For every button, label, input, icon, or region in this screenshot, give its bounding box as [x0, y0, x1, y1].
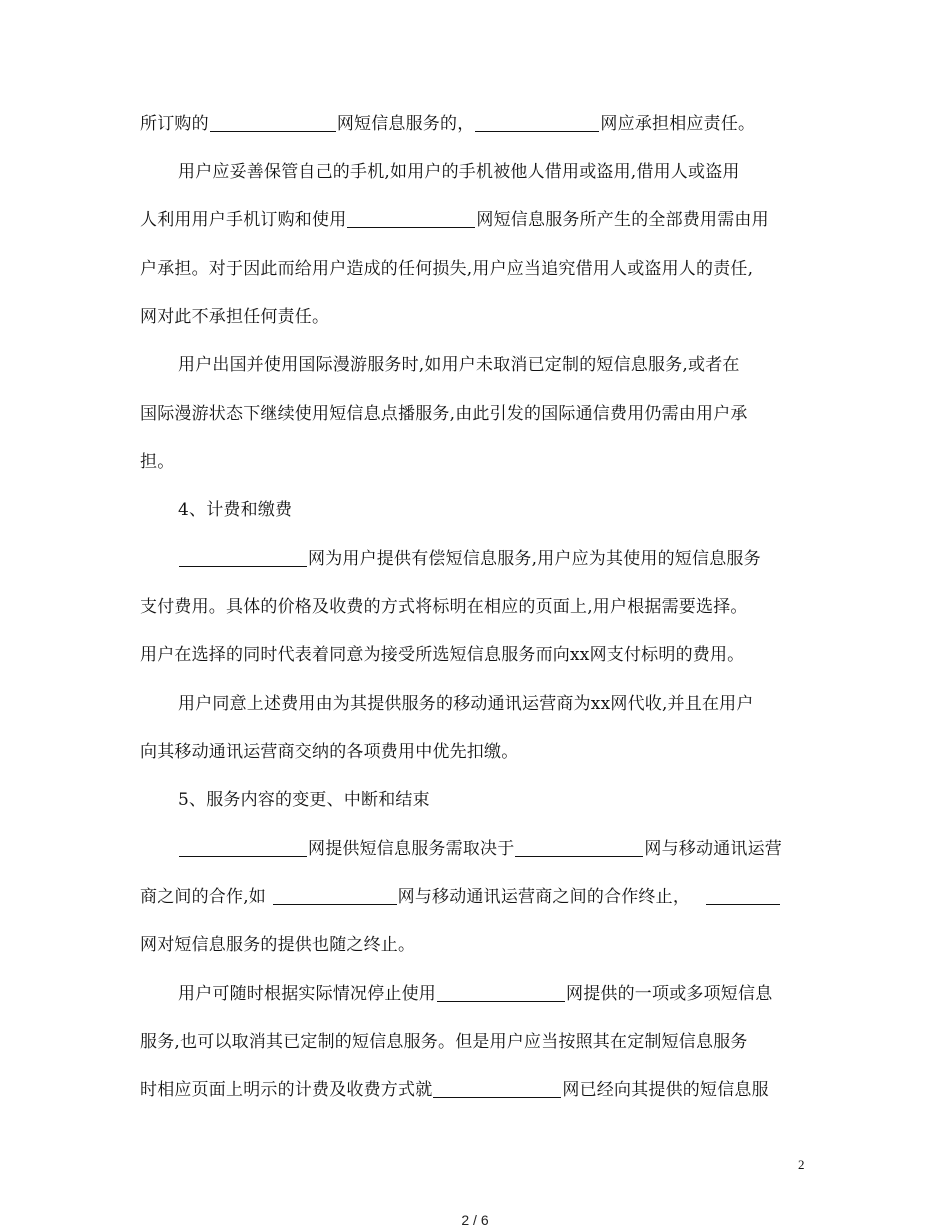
text-line: 服务,也可以取消其已定制的短信息服务。但是用户应当按照其在定制短信息服务: [140, 1032, 748, 1052]
text-line: 用户出国并使用国际漫游服务时,如用户未取消已定制的短信息服务,或者在: [178, 355, 740, 375]
text-line: 用户应妥善保管自己的手机,如用户的手机被他人借用或盗用,借用人或盗用: [178, 162, 740, 182]
text-line: 用户可随时根据实际情况停止使用 网提供的一项或多项短信息: [178, 984, 773, 1004]
text-line: 户承担。对于因此而给用户造成的任何损失,用户应当追究借用人或盗用人的责任,: [140, 259, 754, 279]
text-line: 网对此不承担任何责任。: [140, 307, 330, 327]
blank-field: [347, 209, 475, 228]
text-line: 商之间的合作,如 网与移动通讯运营商之间的合作终止，: [140, 885, 812, 909]
text-line: 所订购的 网短信息服务的， 网应承担相应责任。: [140, 114, 756, 134]
text-line: 网为用户提供有偿短信息服务,用户应为其使用的短信息服务: [178, 547, 812, 571]
section-heading: 4、计费和缴费: [178, 500, 293, 520]
text-line: 国际漫游状态下继续使用短信息点播服务,由此引发的国际通信费用仍需由用户承: [140, 404, 748, 424]
text-line: 担。: [140, 452, 175, 472]
text-line: 用户在选择的同时代表着同意为接受所选短信息服务而向xx网支付标明的费用。: [140, 645, 745, 665]
blank-field: [433, 1079, 561, 1098]
page-number: 2: [798, 1157, 805, 1172]
section-heading: 5、服务内容的变更、中断和结束: [178, 790, 430, 810]
text-line: 时相应页面上明示的计费及收费方式就 网已经向其提供的短信息服: [140, 1080, 769, 1100]
blank-field: [179, 838, 307, 857]
text-line: 用户同意上述费用由为其提供服务的移动通讯运营商为xx网代收,并且在用户: [178, 694, 754, 714]
page-indicator: 2 / 6: [461, 1212, 489, 1228]
text-line: 向其移动通讯运营商交纳的各项费用中优先扣缴。: [140, 742, 519, 762]
blank-field: [437, 983, 565, 1002]
blank-field: [273, 886, 397, 905]
blank-field: [706, 886, 780, 905]
text-line: 人利用用户手机订购和使用 网短信息服务所产生的全部费用需由用: [140, 210, 769, 230]
blank-field: [179, 548, 307, 567]
text-line: 网提供短信息服务需取决于 网与移动通讯运营: [178, 837, 812, 861]
text-line: 支付费用。具体的价格及收费的方式将标明在相应的页面上,用户根据需要选择。: [140, 597, 748, 617]
blank-field: [515, 838, 643, 857]
blank-field: [210, 113, 336, 132]
text-line: 网对短信息服务的提供也随之终止。: [140, 935, 416, 955]
blank-field: [475, 113, 599, 132]
